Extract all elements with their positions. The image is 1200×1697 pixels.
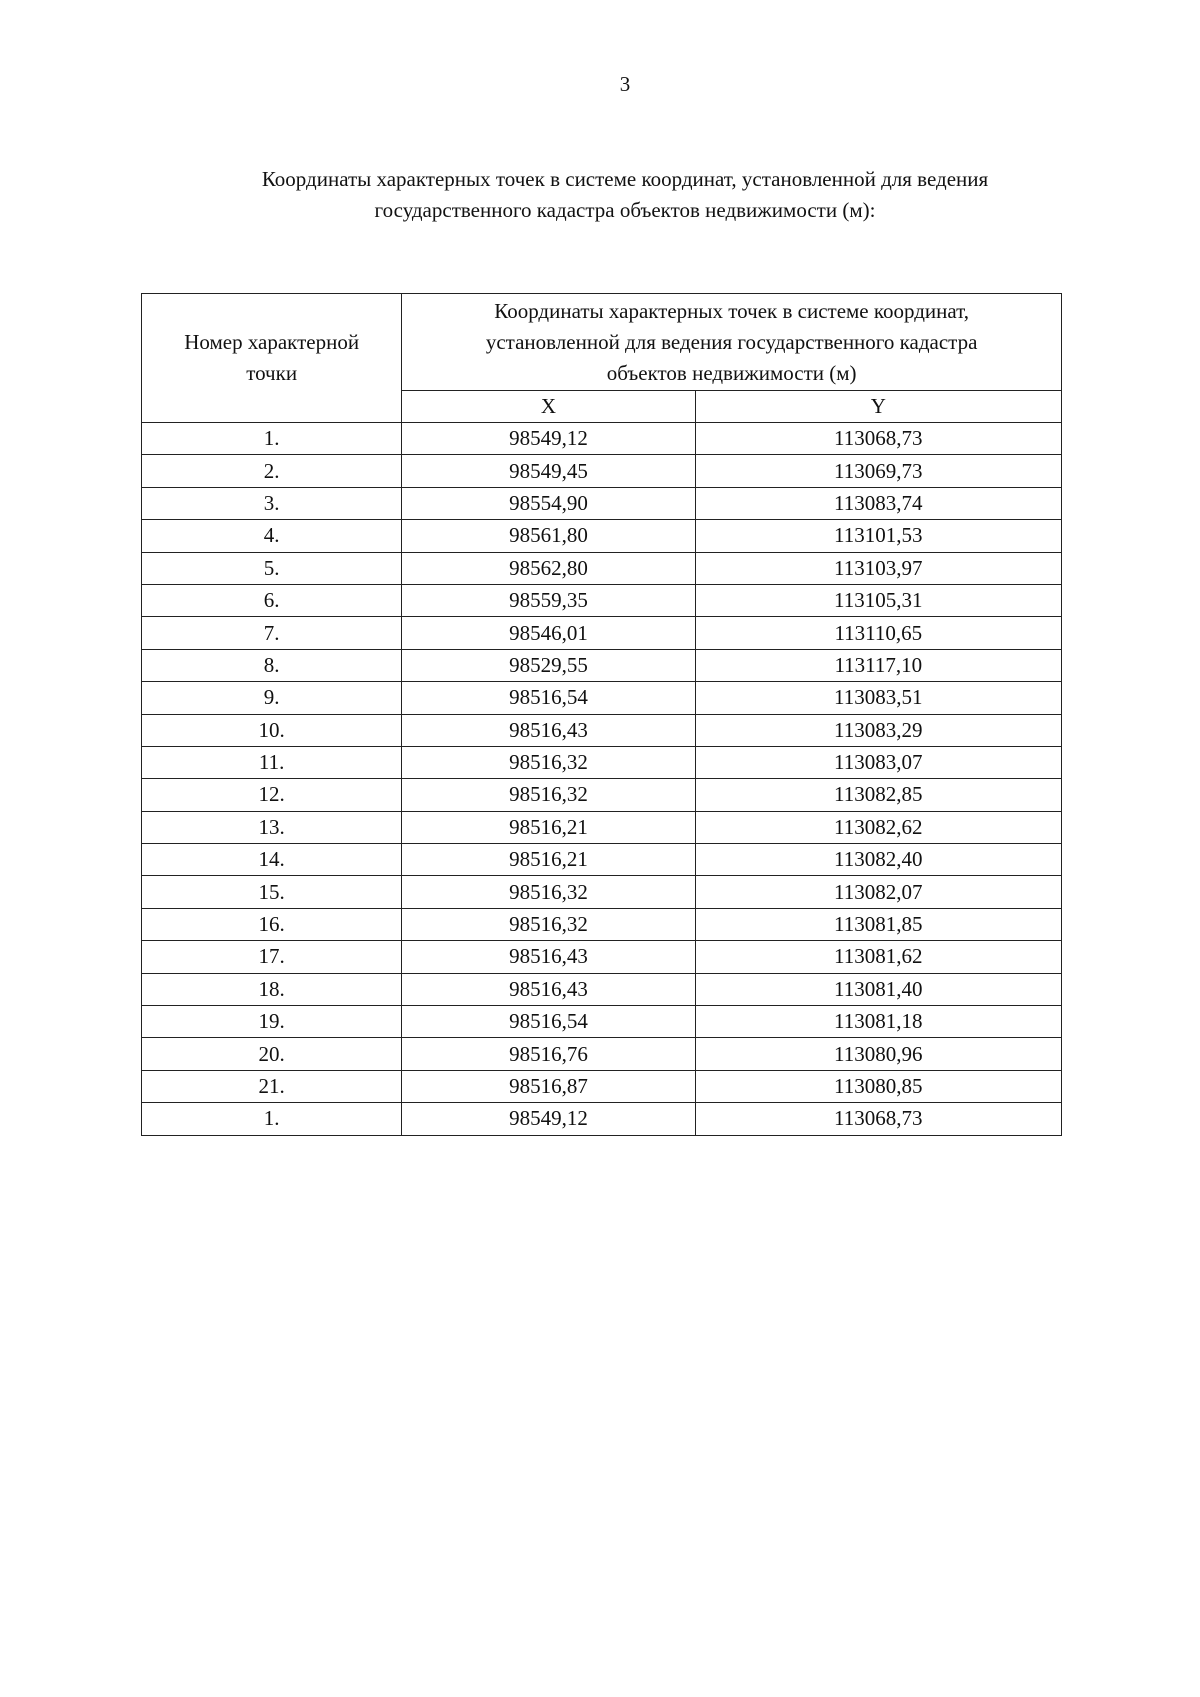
- point-number-cell: 2.: [142, 455, 402, 487]
- x-coordinate-cell: 98562,80: [402, 552, 695, 584]
- point-number-cell: 4.: [142, 520, 402, 552]
- table-row: [142, 1038, 1062, 1070]
- y-coordinate-cell: 113081,40: [695, 973, 1061, 1005]
- header-coords-line-3: объектов недвижимости (м): [606, 360, 857, 385]
- point-number-cell: 18.: [142, 973, 402, 1005]
- table-row: [142, 811, 1062, 843]
- table-row: [142, 455, 1062, 487]
- y-coordinate-cell: 113069,73: [695, 455, 1061, 487]
- table-row: [142, 844, 1062, 876]
- heading-line-2: государственного кадастра объектов недвижимости (м):: [374, 198, 876, 222]
- x-coordinate-cell: 98549,45: [402, 455, 695, 487]
- point-number-cell: 12.: [142, 779, 402, 811]
- y-coordinate-cell: 113101,53: [695, 520, 1061, 552]
- x-coordinate-cell: 98516,32: [402, 908, 695, 940]
- x-coordinate-cell: 98516,43: [402, 941, 695, 973]
- x-coordinate-cell: 98516,54: [402, 1006, 695, 1038]
- header-coordinates: [402, 294, 1062, 391]
- table-row: [142, 584, 1062, 616]
- x-coordinate-cell: 98516,76: [402, 1038, 695, 1070]
- point-number-cell: 15.: [142, 876, 402, 908]
- heading-line-1: Координаты характерных точек в системе координат, установленной для ведения: [261, 167, 989, 191]
- header-coords-line-2: установленной для ведения государственного кадастра: [485, 329, 978, 354]
- x-coordinate-cell: 98516,32: [402, 746, 695, 778]
- y-coordinate-cell: 113081,85: [695, 908, 1061, 940]
- y-coordinate-cell: 113103,97: [695, 552, 1061, 584]
- y-coordinate-cell: 113110,65: [695, 617, 1061, 649]
- point-number-cell: 8.: [142, 649, 402, 681]
- y-coordinate-cell: 113068,73: [695, 423, 1061, 455]
- x-coordinate-cell: 98529,55: [402, 649, 695, 681]
- point-number-cell: 6.: [142, 584, 402, 616]
- table-row: [142, 876, 1062, 908]
- document-heading: [150, 164, 1100, 226]
- point-number-cell: 14.: [142, 844, 402, 876]
- x-coordinate-cell: 98516,43: [402, 714, 695, 746]
- table-row: [142, 779, 1062, 811]
- x-coordinate-cell: 98516,54: [402, 682, 695, 714]
- y-coordinate-cell: 113082,62: [695, 811, 1061, 843]
- table-row: [142, 617, 1062, 649]
- header-point-line-1: Номер характерной: [184, 330, 360, 354]
- y-coordinate-cell: 113082,40: [695, 844, 1061, 876]
- header-point-line-2: точки: [246, 361, 298, 385]
- point-number-cell: 1.: [142, 1103, 402, 1135]
- point-number-cell: 19.: [142, 1006, 402, 1038]
- table-row: [142, 520, 1062, 552]
- table-row: [142, 649, 1062, 681]
- x-coordinate-cell: 98516,32: [402, 779, 695, 811]
- table-row: [142, 1103, 1062, 1135]
- table-row: [142, 423, 1062, 455]
- table-row: [142, 1006, 1062, 1038]
- table-row: [142, 552, 1062, 584]
- table-body: [142, 423, 1062, 1136]
- x-coordinate-cell: 98546,01: [402, 617, 695, 649]
- x-coordinate-cell: 98516,21: [402, 844, 695, 876]
- x-coordinate-cell: 98549,12: [402, 1103, 695, 1135]
- x-coordinate-cell: 98516,32: [402, 876, 695, 908]
- y-coordinate-cell: 113081,62: [695, 941, 1061, 973]
- x-coordinate-cell: 98516,43: [402, 973, 695, 1005]
- header-coords-line-1: Координаты характерных точек в системе координат,: [494, 298, 970, 323]
- x-coordinate-cell: 98549,12: [402, 423, 695, 455]
- y-coordinate-cell: 113117,10: [695, 649, 1061, 681]
- point-number-cell: 3.: [142, 487, 402, 519]
- header-x: X: [402, 391, 695, 423]
- table-row: [142, 682, 1062, 714]
- coordinates-table: [141, 293, 1062, 1136]
- header-point-number: [142, 294, 402, 423]
- x-coordinate-cell: 98554,90: [402, 487, 695, 519]
- y-coordinate-cell: 113083,29: [695, 714, 1061, 746]
- y-coordinate-cell: 113083,07: [695, 746, 1061, 778]
- table-row: [142, 714, 1062, 746]
- point-number-cell: 21.: [142, 1070, 402, 1102]
- y-coordinate-cell: 113082,07: [695, 876, 1061, 908]
- y-coordinate-cell: 113068,73: [695, 1103, 1061, 1135]
- page-number: 3: [619, 72, 631, 96]
- point-number-cell: 10.: [142, 714, 402, 746]
- x-coordinate-cell: 98516,21: [402, 811, 695, 843]
- y-coordinate-cell: 113082,85: [695, 779, 1061, 811]
- point-number-cell: 16.: [142, 908, 402, 940]
- table-row: [142, 941, 1062, 973]
- point-number-cell: 17.: [142, 941, 402, 973]
- table-row: [142, 1070, 1062, 1102]
- table-header-row: [142, 294, 1062, 391]
- point-number-cell: 11.: [142, 746, 402, 778]
- y-coordinate-cell: 113080,96: [695, 1038, 1061, 1070]
- table-row: [142, 746, 1062, 778]
- table-row: [142, 973, 1062, 1005]
- point-number-cell: 13.: [142, 811, 402, 843]
- point-number-cell: 7.: [142, 617, 402, 649]
- point-number-cell: 9.: [142, 682, 402, 714]
- x-coordinate-cell: 98561,80: [402, 520, 695, 552]
- y-coordinate-cell: 113081,18: [695, 1006, 1061, 1038]
- y-coordinate-cell: 113105,31: [695, 584, 1061, 616]
- table-row: [142, 908, 1062, 940]
- y-coordinate-cell: 113080,85: [695, 1070, 1061, 1102]
- point-number-cell: 1.: [142, 423, 402, 455]
- y-coordinate-cell: 113083,51: [695, 682, 1061, 714]
- x-coordinate-cell: 98559,35: [402, 584, 695, 616]
- point-number-cell: 20.: [142, 1038, 402, 1070]
- header-y: Y: [695, 391, 1061, 423]
- y-coordinate-cell: 113083,74: [695, 487, 1061, 519]
- table-row: [142, 487, 1062, 519]
- point-number-cell: 5.: [142, 552, 402, 584]
- x-coordinate-cell: 98516,87: [402, 1070, 695, 1102]
